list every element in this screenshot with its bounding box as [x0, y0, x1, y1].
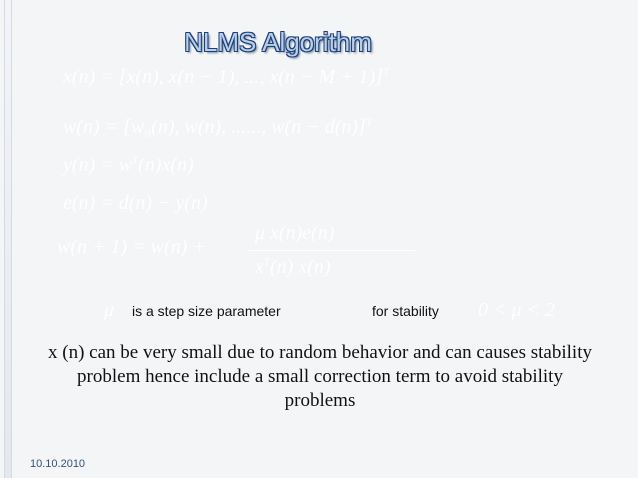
denominator-rest: (n) x(n) [270, 256, 331, 278]
transpose-sup: T [383, 66, 390, 79]
equation-update-lhs: w(n + 1) = w(n) + [57, 236, 206, 258]
equation-error: e(n) = d(n) − y(n) [63, 192, 208, 214]
mu-symbol: μ [104, 299, 115, 321]
slide-date: 10.10.2010 [30, 458, 86, 470]
left-decorative-bar [4, 0, 12, 478]
equation-update-denominator [255, 256, 331, 279]
transpose-sup: T [263, 256, 271, 269]
slide-title: NLMS Algorithm [184, 27, 372, 57]
equation-weight-vector [63, 116, 372, 139]
step-size-caption: is a step size parameter [132, 303, 281, 319]
transpose-sup: T [132, 154, 139, 167]
stability-caption: for stability [372, 303, 439, 319]
fraction-bar [249, 250, 415, 251]
note-text: x (n) can be very small due to random behavior and can causes stability problem hence include a small correction term to avoid stability problems [48, 342, 592, 411]
transpose-sup: T [365, 116, 372, 129]
denominator-x: x [255, 256, 264, 278]
equation-input-vector-text: x(n) = [x(n), x(n − 1), ..., x(n − M + 1)] [63, 66, 383, 88]
equation-output-rest: (n)x(n) [138, 154, 194, 176]
stability-condition: 0 < μ < 2 [478, 299, 556, 321]
equation-output-text: y(n) = w [63, 154, 133, 176]
equation-update-numerator: μ x(n)e(n) [255, 222, 335, 244]
equation-weight-vector-text: w(n) = [w₀(n), w(n), ......, w(n − d(n)] [63, 116, 366, 138]
equation-input-vector [63, 66, 389, 89]
equation-output [63, 154, 194, 177]
